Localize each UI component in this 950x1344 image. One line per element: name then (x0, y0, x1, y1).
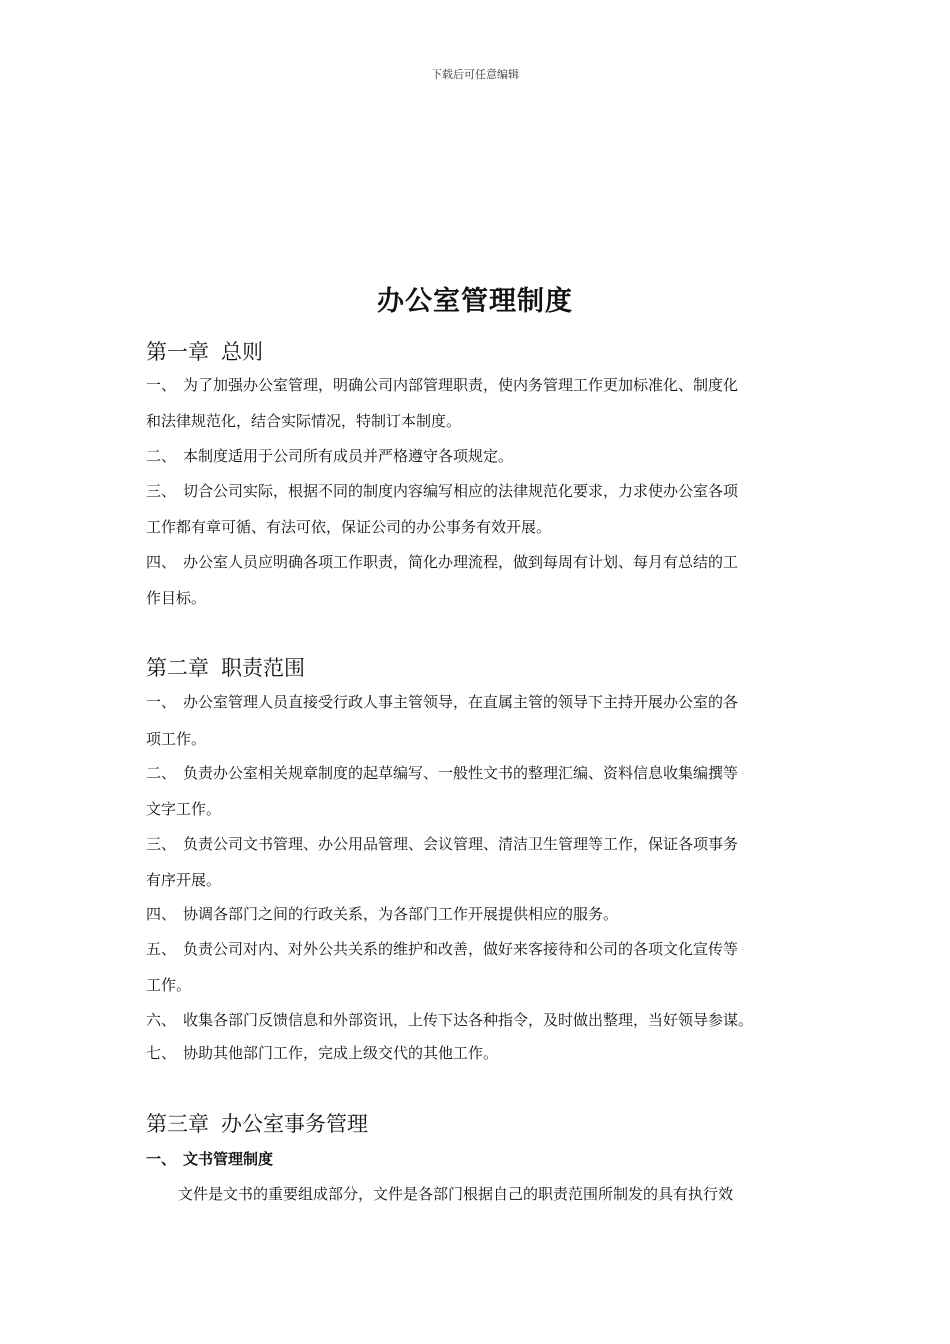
ch2-item-3-cont: 有序开展。 (146, 871, 222, 889)
chapter-2-number: 第二章 (146, 656, 209, 680)
ch1-item-3-cont: 工作都有章可循、有法可依，保证公司的办公事务有效开展。 (146, 518, 552, 536)
ch3-section-1-heading (146, 1149, 273, 1169)
ch2-item-2-cont: 文字工作。 (146, 800, 222, 818)
chapter-1-heading (146, 336, 263, 366)
ch2-item-4 (146, 904, 618, 924)
ch2-item-6 (146, 1010, 753, 1030)
item-text: 负责办公室相关规章制度的起草编写、一般性文书的整理汇编、资料信息收集编撰等 (183, 764, 739, 782)
item-text: 协助其他部门工作，完成上级交代的其他工作。 (183, 1044, 499, 1062)
header-note: 下载后可任意编辑 (431, 68, 519, 81)
ch1-item-4 (146, 552, 738, 572)
chapter-1-name: 总则 (221, 340, 263, 364)
chapter-3-name: 办公室事务管理 (221, 1112, 368, 1136)
chapter-3-heading (146, 1108, 368, 1138)
section-name: 文书管理制度 (183, 1150, 274, 1168)
item-text: 负责公司文书管理、办公用品管理、会议管理、清洁卫生管理等工作，保证各项事务 (183, 835, 739, 853)
ch2-item-1-cont: 项工作。 (146, 730, 207, 748)
item-number: 二、 (146, 764, 177, 782)
ch2-item-5 (146, 939, 738, 959)
ch1-item-4-cont: 作目标。 (146, 589, 207, 607)
item-text: 办公室管理人员直接受行政人事主管领导，在直属主管的领导下主持开展办公室的各 (183, 693, 739, 711)
item-number: 三、 (146, 835, 177, 853)
item-text: 收集各部门反馈信息和外部资讯，上传下达各种指令，及时做出整理，当好领导参谋。 (183, 1011, 754, 1029)
item-text: 协调各部门之间的行政关系，为各部门工作开展提供相应的服务。 (183, 905, 619, 923)
item-number: 一、 (146, 376, 177, 394)
item-text: 切合公司实际，根据不同的制度内容编写相应的法律规范化要求，力求使办公室各项 (183, 482, 739, 500)
chapter-2-heading (146, 652, 305, 682)
ch1-item-3 (146, 481, 738, 501)
chapter-1-number: 第一章 (146, 340, 209, 364)
ch1-item-1 (146, 375, 738, 395)
chapter-3-number: 第三章 (146, 1112, 209, 1136)
item-text: 办公室人员应明确各项工作职责，简化办理流程，做到每周有计划、每月有总结的工 (183, 553, 739, 571)
item-number: 六、 (146, 1011, 177, 1029)
item-number: 四、 (146, 905, 177, 923)
section-number: 一、 (146, 1150, 177, 1168)
ch2-item-1 (146, 692, 738, 712)
document-title: 办公室管理制度 (377, 286, 573, 317)
item-number: 五、 (146, 940, 177, 958)
ch1-item-1-cont: 和法律规范化，结合实际情况，特制订本制度。 (146, 412, 462, 430)
item-text: 为了加强办公室管理，明确公司内部管理职责，使内务管理工作更加标准化、制度化 (183, 376, 739, 394)
item-number: 一、 (146, 693, 177, 711)
ch2-item-2 (146, 763, 738, 783)
chapter-2-name: 职责范围 (221, 656, 305, 680)
ch2-item-7 (146, 1043, 498, 1063)
item-number: 三、 (146, 482, 177, 500)
item-text: 本制度适用于公司所有成员并严格遵守各项规定。 (183, 447, 514, 465)
item-number: 七、 (146, 1044, 177, 1062)
ch2-item-5-cont: 工作。 (146, 976, 192, 994)
item-number: 二、 (146, 447, 177, 465)
ch2-item-3 (146, 834, 738, 854)
ch1-item-2 (146, 446, 513, 466)
item-number: 四、 (146, 553, 177, 571)
item-text: 负责公司对内、对外公共关系的维护和改善，做好来客接待和公司的各项文化宣传等 (183, 940, 739, 958)
ch3-section-1-paragraph: 文件是文书的重要组成部分，文件是各部门根据自己的职责范围所制发的具有执行效 (178, 1185, 734, 1203)
